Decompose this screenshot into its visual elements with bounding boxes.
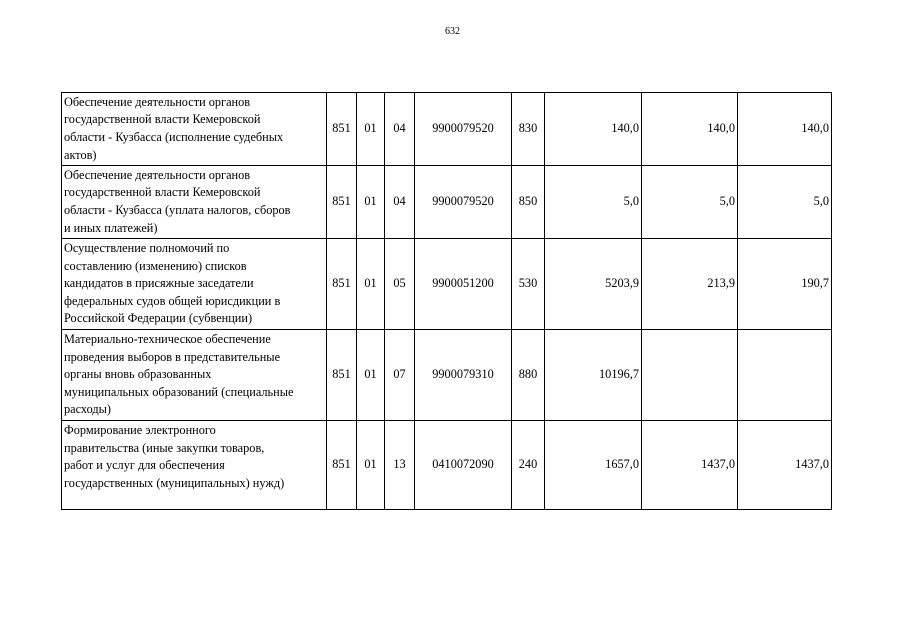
amount-2-cell: 213,9: [642, 239, 738, 330]
expense-name-line: правительства (иные закупки товаров,: [64, 440, 265, 455]
section-code-cell: 01: [357, 166, 385, 239]
expense-name-line: органы вновь образованных: [64, 367, 212, 382]
expense-name-line: области - Кузбасса (исполнение судебных: [64, 130, 284, 144]
amount-1-cell: 10196,7: [545, 330, 642, 421]
subsection-code-cell: 07: [385, 330, 415, 421]
expense-name-line: расходы): [64, 402, 111, 417]
amount-2-cell: 5,0: [642, 166, 738, 239]
amount-3-cell: 5,0: [738, 166, 832, 239]
expense-type-cell: 240: [512, 421, 545, 510]
ved-code-cell: 851: [327, 239, 357, 330]
table-row: [62, 239, 832, 330]
section-code-cell: 01: [357, 330, 385, 421]
amount-3-cell: [738, 330, 832, 421]
expense-type-cell: 850: [512, 166, 545, 239]
table-row: [62, 166, 832, 239]
budget-table: [61, 92, 832, 510]
expense-name-line: Обеспечение деятельности органов: [64, 167, 251, 182]
table-row: [62, 330, 832, 421]
target-article-cell: 9900079520: [415, 93, 512, 166]
expense-name-line: Обеспечение деятельности органов: [64, 94, 251, 109]
subsection-code-cell: 04: [385, 166, 415, 239]
table-row: [62, 421, 832, 510]
expense-name-line: работ и услуг для обеспечения: [64, 458, 225, 473]
section-code-cell: 01: [357, 239, 385, 330]
expense-name-line: федеральных судов общей юрисдикции в: [64, 293, 281, 308]
expense-name-cell: [62, 93, 327, 166]
expense-name-line: государственной власти Кемеровской: [64, 185, 261, 200]
subsection-code-cell: 05: [385, 239, 415, 330]
expense-name-line: и иных платежей): [64, 220, 158, 235]
expense-name-line: Российской Федерации (субвенции): [64, 311, 253, 326]
target-article-cell: 9900079310: [415, 330, 512, 421]
amount-1-cell: 5203,9: [545, 239, 642, 330]
expense-name-line: государственной власти Кемеровской: [64, 112, 261, 127]
expense-type-cell: 830: [512, 93, 545, 166]
ved-code-cell: 851: [327, 421, 357, 510]
expense-name-line: кандидатов в присяжные заседатели: [64, 276, 254, 291]
section-code-cell: 01: [357, 93, 385, 166]
amount-3-cell: 190,7: [738, 239, 832, 330]
expense-name-line: области - Кузбасса (уплата налогов, сборов: [64, 203, 291, 217]
expense-name-cell: [62, 421, 327, 510]
expense-name-line: проведения выборов в представительные: [64, 349, 281, 364]
expense-type-cell: 530: [512, 239, 545, 330]
subsection-code-cell: 13: [385, 421, 415, 510]
target-article-cell: 9900079520: [415, 166, 512, 239]
expense-name-line: государственных (муниципальных) нужд): [64, 475, 285, 490]
amount-3-cell: 140,0: [738, 93, 832, 166]
expense-type-cell: 880: [512, 330, 545, 421]
amount-1-cell: 5,0: [545, 166, 642, 239]
section-code-cell: 01: [357, 421, 385, 510]
amount-1-cell: 1657,0: [545, 421, 642, 510]
expense-name-cell: [62, 330, 327, 421]
amount-2-cell: 140,0: [642, 93, 738, 166]
subsection-code-cell: 04: [385, 93, 415, 166]
ved-code-cell: 851: [327, 93, 357, 166]
page-number: 632: [445, 26, 460, 37]
expense-name-line: Формирование электронного: [64, 423, 216, 437]
amount-2-cell: [642, 330, 738, 421]
table-row: [62, 93, 832, 166]
target-article-cell: 9900051200: [415, 239, 512, 330]
ved-code-cell: 851: [327, 166, 357, 239]
expense-name-line: муниципальных образований (специальные: [64, 384, 294, 399]
expense-name-line: актов): [64, 147, 97, 162]
expense-name-cell: [62, 166, 327, 239]
amount-2-cell: 1437,0: [642, 421, 738, 510]
amount-3-cell: 1437,0: [738, 421, 832, 510]
expense-name-cell: [62, 239, 327, 330]
ved-code-cell: 851: [327, 330, 357, 421]
expense-name-line: составлению (изменению) списков: [64, 258, 247, 273]
expense-name-line: Осуществление полномочий по: [64, 241, 230, 256]
target-article-cell: 0410072090: [415, 421, 512, 510]
amount-1-cell: 140,0: [545, 93, 642, 166]
expense-name-line: Материально-техническое обеспечение: [64, 332, 271, 347]
